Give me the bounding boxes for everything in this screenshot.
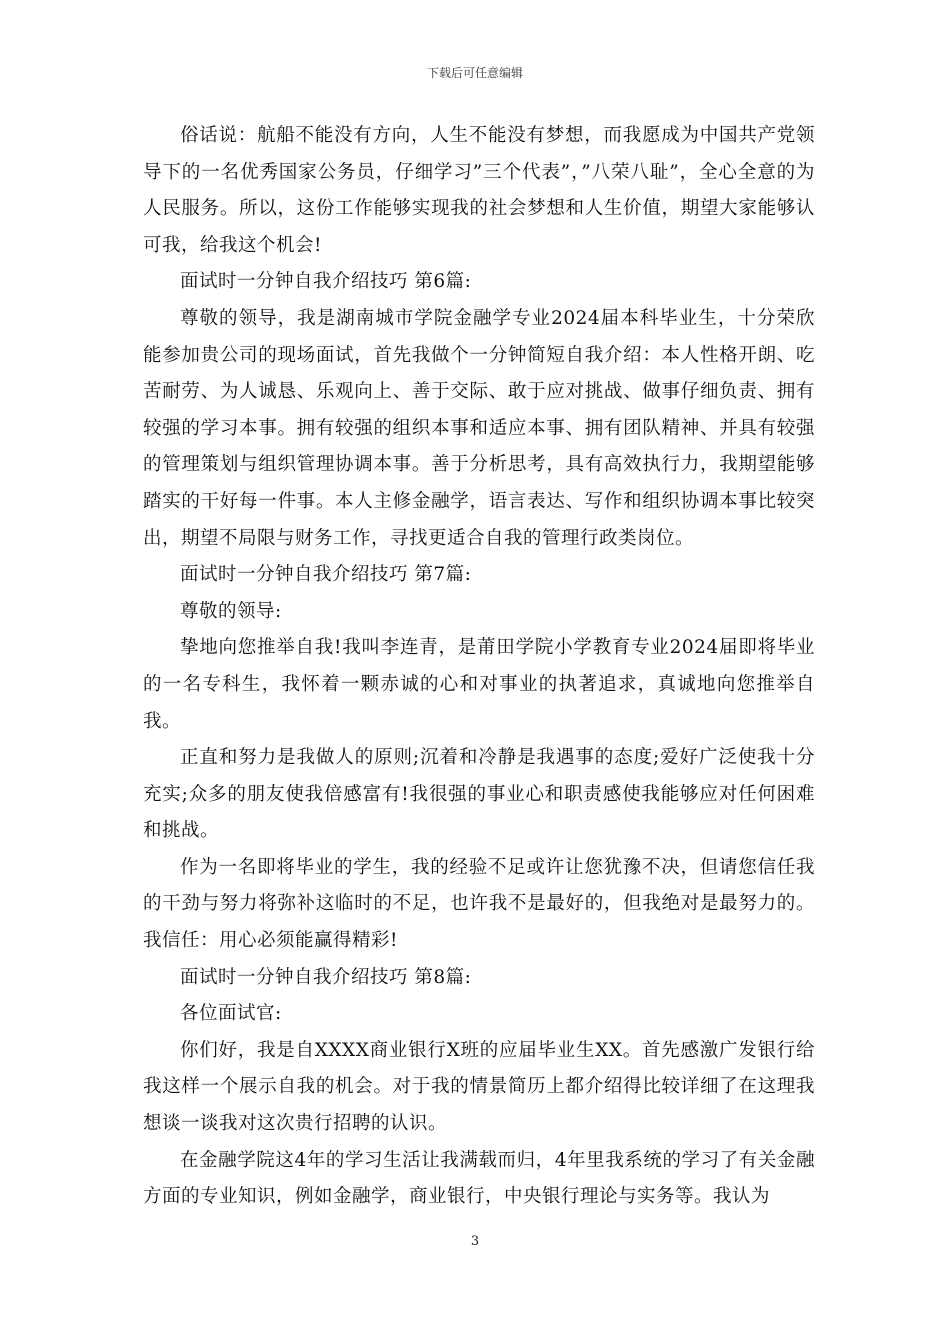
paragraph: 俗话说：航船不能没有方向，人生不能没有梦想，而我愿成为中国共产党领导下的一名优秀国家公务员，仔细学习”三个代表”，”八荣八耻”，全心全意的为人民服务。所以，这份工作能够实现我的社会梦想和人生价值，期望大家能够认可我，给我这个机会! bbox=[143, 125, 815, 256]
paragraph: 挚地向您推举自我!我叫李连青，是莆田学院小学教育专业2024届即将毕业的一名专科生，我怀着一颗赤诚的心和对事业的执著追求，真诚地向您推举自我。 bbox=[143, 637, 815, 732]
paragraph: 作为一名即将毕业的学生，我的经验不足或许让您犹豫不决，但请您信任我的干劲与努力将弥补这临时的不足，也许我不是最好的，但我绝对是最努力的。我信任：用心必须能赢得精彩! bbox=[143, 856, 815, 952]
paragraph: 尊敬的领导，我是湖南城市学院金融学专业2024届本科毕业生，十分荣欣能参加贵公司的现场面试，首先我做个一分钟简短自我介绍：本人性格开朗、吃苦耐劳、为人诚恳、乐观向上、善于交际、敢于应对挑战、做事仔细负责、拥有较强的学习本事。拥有较强的组织本事和适应本事、拥有团队精神、并具有较强的管理策划与组织管理协调本事。善于分析思考，具有高效执行力，我期望能够踏实的干好每一件事。本人主修金融学，语言表达、写作和组织协调本事比较突出，期望不局限与财务工作，寻找更适合自我的管理行政类岗位。 bbox=[143, 307, 815, 549]
salutation: 尊敬的领导: bbox=[180, 600, 282, 622]
section-heading: 面试时一分钟自我介绍技巧 第8篇: bbox=[180, 966, 472, 988]
page-number: 3 bbox=[470, 1234, 480, 1249]
paragraph: 你们好，我是自XXXX商业银行X班的应届毕业生XX。首先感激广发银行给我这样一个展示自我的机会。对于我的情景简历上都介绍得比较详细了在这理我想谈一谈我对这次贵行招聘的认识。 bbox=[143, 1039, 815, 1135]
section-heading: 面试时一分钟自我介绍技巧 第6篇: bbox=[180, 271, 472, 293]
page-header-note: 下载后可任意编辑 bbox=[426, 66, 523, 80]
section-heading: 面试时一分钟自我介绍技巧 第7篇: bbox=[180, 564, 472, 586]
paragraph: 在金融学院这4年的学习生活让我满载而归，4年里我系统的学习了有关金融方面的专业知识，例如金融学，商业银行，中央银行理论与实务等。我认为 bbox=[143, 1149, 815, 1208]
salutation: 各位面试官: bbox=[180, 1003, 282, 1025]
document-body bbox=[143, 118, 815, 1216]
paragraph: 正直和努力是我做人的原则;沉着和冷静是我遇事的态度;爱好广泛使我十分充实;众多的朋友使我倍感富有!我很强的事业心和职责感使我能够应对任何困难和挑战。 bbox=[143, 747, 815, 842]
